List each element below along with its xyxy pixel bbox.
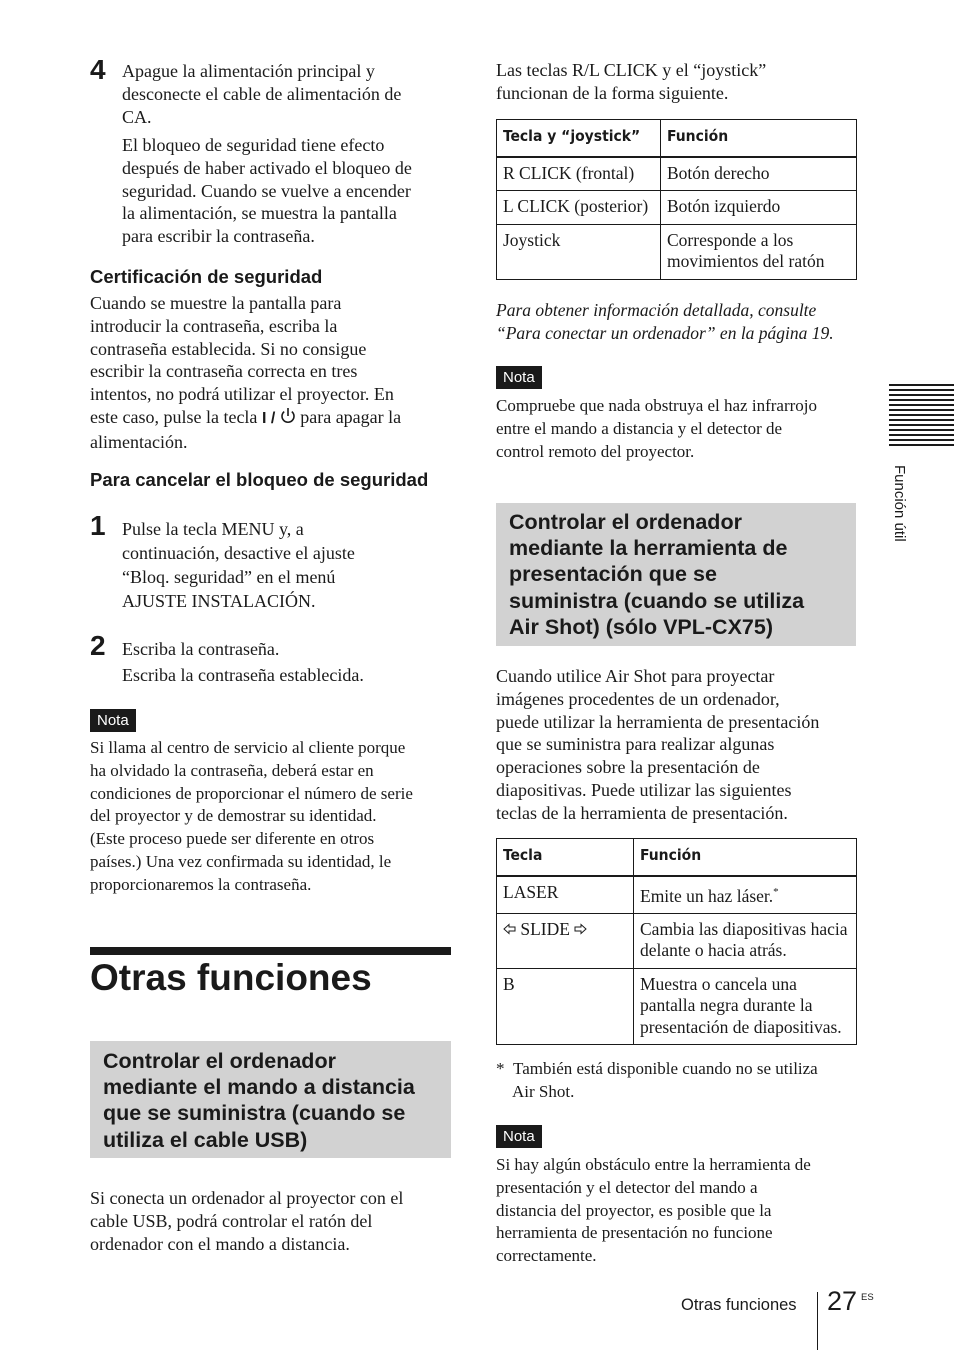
slide-right-arrow-icon xyxy=(574,923,587,935)
nota-2-line: entre el mando a distancia y el detector de xyxy=(496,418,783,438)
table-row xyxy=(497,913,857,968)
cancel-heading: Para cancelar el bloqueo de seguridad xyxy=(90,469,429,490)
step-4-body-line: después de haber activado el bloqueo de xyxy=(122,157,412,178)
airshot-text xyxy=(496,665,866,825)
airshot-heading-line: Air Shot) (sólo VPL-CX75) xyxy=(509,614,773,639)
table-cell: Corresponde a los movimientos del ratón xyxy=(661,224,857,279)
step-4-body-line: El bloqueo de seguridad tiene efecto xyxy=(122,135,385,155)
footnote-marker: * xyxy=(773,885,779,898)
table-cell: L CLICK (posterior) xyxy=(497,191,661,225)
table-row xyxy=(497,191,857,225)
airshot-heading-line: mediante la herramienta de xyxy=(509,536,788,561)
nota-label: Nota xyxy=(496,1125,542,1148)
power-key-label: I / xyxy=(261,409,280,427)
usb-heading-line: Controlar el ordenador xyxy=(103,1049,336,1073)
right-intro xyxy=(496,59,866,105)
section-title: Otras funciones xyxy=(90,957,372,998)
reference-line: Para obtener información detallada, consulte xyxy=(496,300,817,320)
nota-3-line: presentación y el detector del mando a xyxy=(496,1177,758,1197)
nota-3-line: herramienta de presentación no funcione xyxy=(496,1223,773,1243)
section-rule xyxy=(90,947,451,955)
table-cell xyxy=(497,913,634,968)
step-4-text xyxy=(122,60,457,128)
reference-line: “Para conectar un ordenador” en la página 19. xyxy=(496,322,834,343)
table-cell xyxy=(634,876,857,914)
nota-1-line: ha olvidado la contraseña, deberá estar en xyxy=(90,760,374,780)
step-1-line: Pulse la tecla MENU y, a xyxy=(122,519,304,539)
table-header: Función xyxy=(634,839,857,876)
table-row xyxy=(497,876,857,914)
usb-text-line: Si conecta un ordenador al proyector con el xyxy=(90,1188,404,1208)
cert-line-pre: este caso, pulse la tecla xyxy=(90,406,262,427)
nota-3-line: correctamente. xyxy=(496,1246,597,1266)
nota-1-line: condiciones de proporcionar el número de serie xyxy=(90,783,413,803)
airshot-text-line: diapositivas. Puede utilizar las siguientes xyxy=(496,779,792,800)
cert-line: intentos, no podrá utilizar el proyector. En xyxy=(90,384,394,405)
slide-left-arrow-icon xyxy=(503,923,516,935)
chapter-thumb-tab xyxy=(889,384,954,449)
usb-heading-line: mediante el mando a distancia xyxy=(103,1075,415,1100)
nota-label: Nota xyxy=(90,709,136,732)
airshot-text-line: operaciones sobre la presentación de xyxy=(496,757,760,778)
table-header: Función xyxy=(661,120,857,157)
table-row xyxy=(497,968,857,1045)
step-4-line: Apague la alimentación principal y xyxy=(122,61,375,81)
table-row xyxy=(497,157,857,191)
step-4-body-line: para escribir la contraseña. xyxy=(122,226,315,247)
step-4-body-line: seguridad. Cuando se vuelve a encender xyxy=(122,180,411,201)
airshot-heading xyxy=(509,509,804,640)
cert-heading: Certificación de seguridad xyxy=(90,266,323,287)
table-header: Tecla y “joystick” xyxy=(497,120,661,157)
power-icon xyxy=(280,407,296,425)
nota-1-line: Si llama al centro de servicio al cliente porque xyxy=(90,738,406,757)
airshot-text-line: puede utilizar la herramienta de presentación xyxy=(496,711,820,732)
nota-1-text xyxy=(90,737,460,897)
step-4-body-line: la alimentación, se muestra la pantalla xyxy=(122,203,397,224)
step-4-body xyxy=(122,134,457,248)
nota-1-line: proporcionaremos la contraseña. xyxy=(90,874,312,894)
table-cell: Muestra o cancela una pantalla negra durante la presentación de diapositivas. xyxy=(634,968,857,1045)
table-cell: Joystick xyxy=(497,224,661,279)
usb-text-line: cable USB, podrá controlar el ratón del xyxy=(90,1210,373,1231)
footnote-text: También está disponible cuando no se utiliza xyxy=(513,1059,818,1078)
table-row xyxy=(497,224,857,279)
airshot-heading-line: presentación que se xyxy=(509,562,717,587)
airshot-heading-box xyxy=(496,503,856,646)
table-header: Tecla xyxy=(497,839,634,876)
presentation-keys-table xyxy=(496,838,857,1045)
table-cell: LASER xyxy=(497,876,634,914)
cert-line: contraseña establecida. Si no consigue xyxy=(90,338,367,359)
nota-1-line: países.) Una vez confirmada su identidad, le xyxy=(90,851,392,871)
nota-2-line: control remoto del proyector. xyxy=(496,441,695,461)
footnote-mark: * xyxy=(496,1059,505,1078)
cert-line-power xyxy=(90,406,455,431)
footnote-line xyxy=(496,1058,866,1081)
table-cell: Botón derecho xyxy=(661,157,857,191)
footnote xyxy=(496,1058,866,1104)
cert-line: escribir la contraseña correcta en tres xyxy=(90,361,358,382)
footnote-line: Air Shot. xyxy=(512,1081,575,1101)
step-1-line: continuación, desactive el ajuste xyxy=(122,543,355,563)
step-2-number: 2 xyxy=(90,630,106,661)
page-number: 27 xyxy=(827,1286,858,1316)
slide-label: SLIDE xyxy=(520,918,570,939)
step-1-text xyxy=(122,517,457,613)
airshot-text-line: teclas de la herramienta de presentación. xyxy=(496,802,788,823)
usb-text-line: ordenador con el mando a distancia. xyxy=(90,1233,350,1254)
right-intro-line: funcionan de la forma siguiente. xyxy=(496,82,729,103)
step-4-line: desconecte el cable de alimentación de xyxy=(122,83,402,104)
laser-function: Emite un haz láser. xyxy=(640,885,774,906)
airshot-text-line: que se suministra para realizar algunas xyxy=(496,734,775,755)
airshot-heading-line: suministra (cuando se utiliza xyxy=(509,588,805,613)
keys-table xyxy=(496,119,857,280)
nota-3-text xyxy=(496,1154,866,1268)
cert-line: introducir la contraseña, escriba la xyxy=(90,315,338,336)
step-1-line: AJUSTE INSTALACIÓN. xyxy=(122,591,316,611)
airshot-text-line: Cuando utilice Air Shot para proyectar xyxy=(496,666,775,686)
table-header-row xyxy=(497,839,857,876)
step-1-number: 1 xyxy=(90,510,106,541)
nota-3-line: Si hay algún obstáculo entre la herramienta de xyxy=(496,1155,811,1174)
table-cell: Cambia las diapositivas hacia delante o hacia atrás. xyxy=(634,913,857,968)
nota-label: Nota xyxy=(496,366,542,389)
step-4-number: 4 xyxy=(90,54,106,85)
right-intro-line: Las teclas R/L CLICK y el “joystick” xyxy=(496,60,767,80)
airshot-heading-line: Controlar el ordenador xyxy=(509,510,742,534)
cert-line: Cuando se muestre la pantalla para xyxy=(90,293,342,313)
step-4-line: CA. xyxy=(122,106,152,127)
step-1-line: “Bloq. seguridad” en el menú xyxy=(122,567,336,587)
page-lang: ES xyxy=(861,1292,874,1303)
footer-divider xyxy=(817,1292,818,1350)
step-2-body: Escriba la contraseña establecida. xyxy=(122,665,364,685)
nota-1-line: del proyector y de demostrar su identidad. xyxy=(90,806,377,826)
table-header-row xyxy=(497,120,857,157)
nota-1-line: (Este proceso puede ser diferente en otros xyxy=(90,829,375,849)
cert-line: alimentación. xyxy=(90,431,188,452)
usb-heading-box xyxy=(90,1041,451,1158)
usb-heading-line: que se suministra (cuando se xyxy=(103,1101,406,1126)
table-cell: Botón izquierdo xyxy=(661,191,857,225)
step-2-line: Escriba la contraseña. xyxy=(122,639,280,659)
airshot-text-line: imágenes procedentes de un ordenador, xyxy=(496,688,780,709)
reference-note xyxy=(496,299,866,345)
nota-2-line: Compruebe que nada obstruya el haz infrarrojo xyxy=(496,396,817,415)
cert-line-post: para apagar la xyxy=(295,406,402,427)
table-cell: B xyxy=(497,968,634,1045)
chapter-tab-label: Función útil xyxy=(891,465,908,542)
nota-2-text xyxy=(496,395,866,463)
usb-heading-line: utiliza el cable USB) xyxy=(103,1127,308,1152)
usb-heading xyxy=(103,1048,415,1153)
cert-text xyxy=(90,292,455,454)
usb-text xyxy=(90,1187,460,1255)
nota-3-line: distancia del proyector, es posible que la xyxy=(496,1200,772,1220)
footer-section: Otras funciones xyxy=(681,1296,797,1314)
table-cell: R CLICK (frontal) xyxy=(497,157,661,191)
